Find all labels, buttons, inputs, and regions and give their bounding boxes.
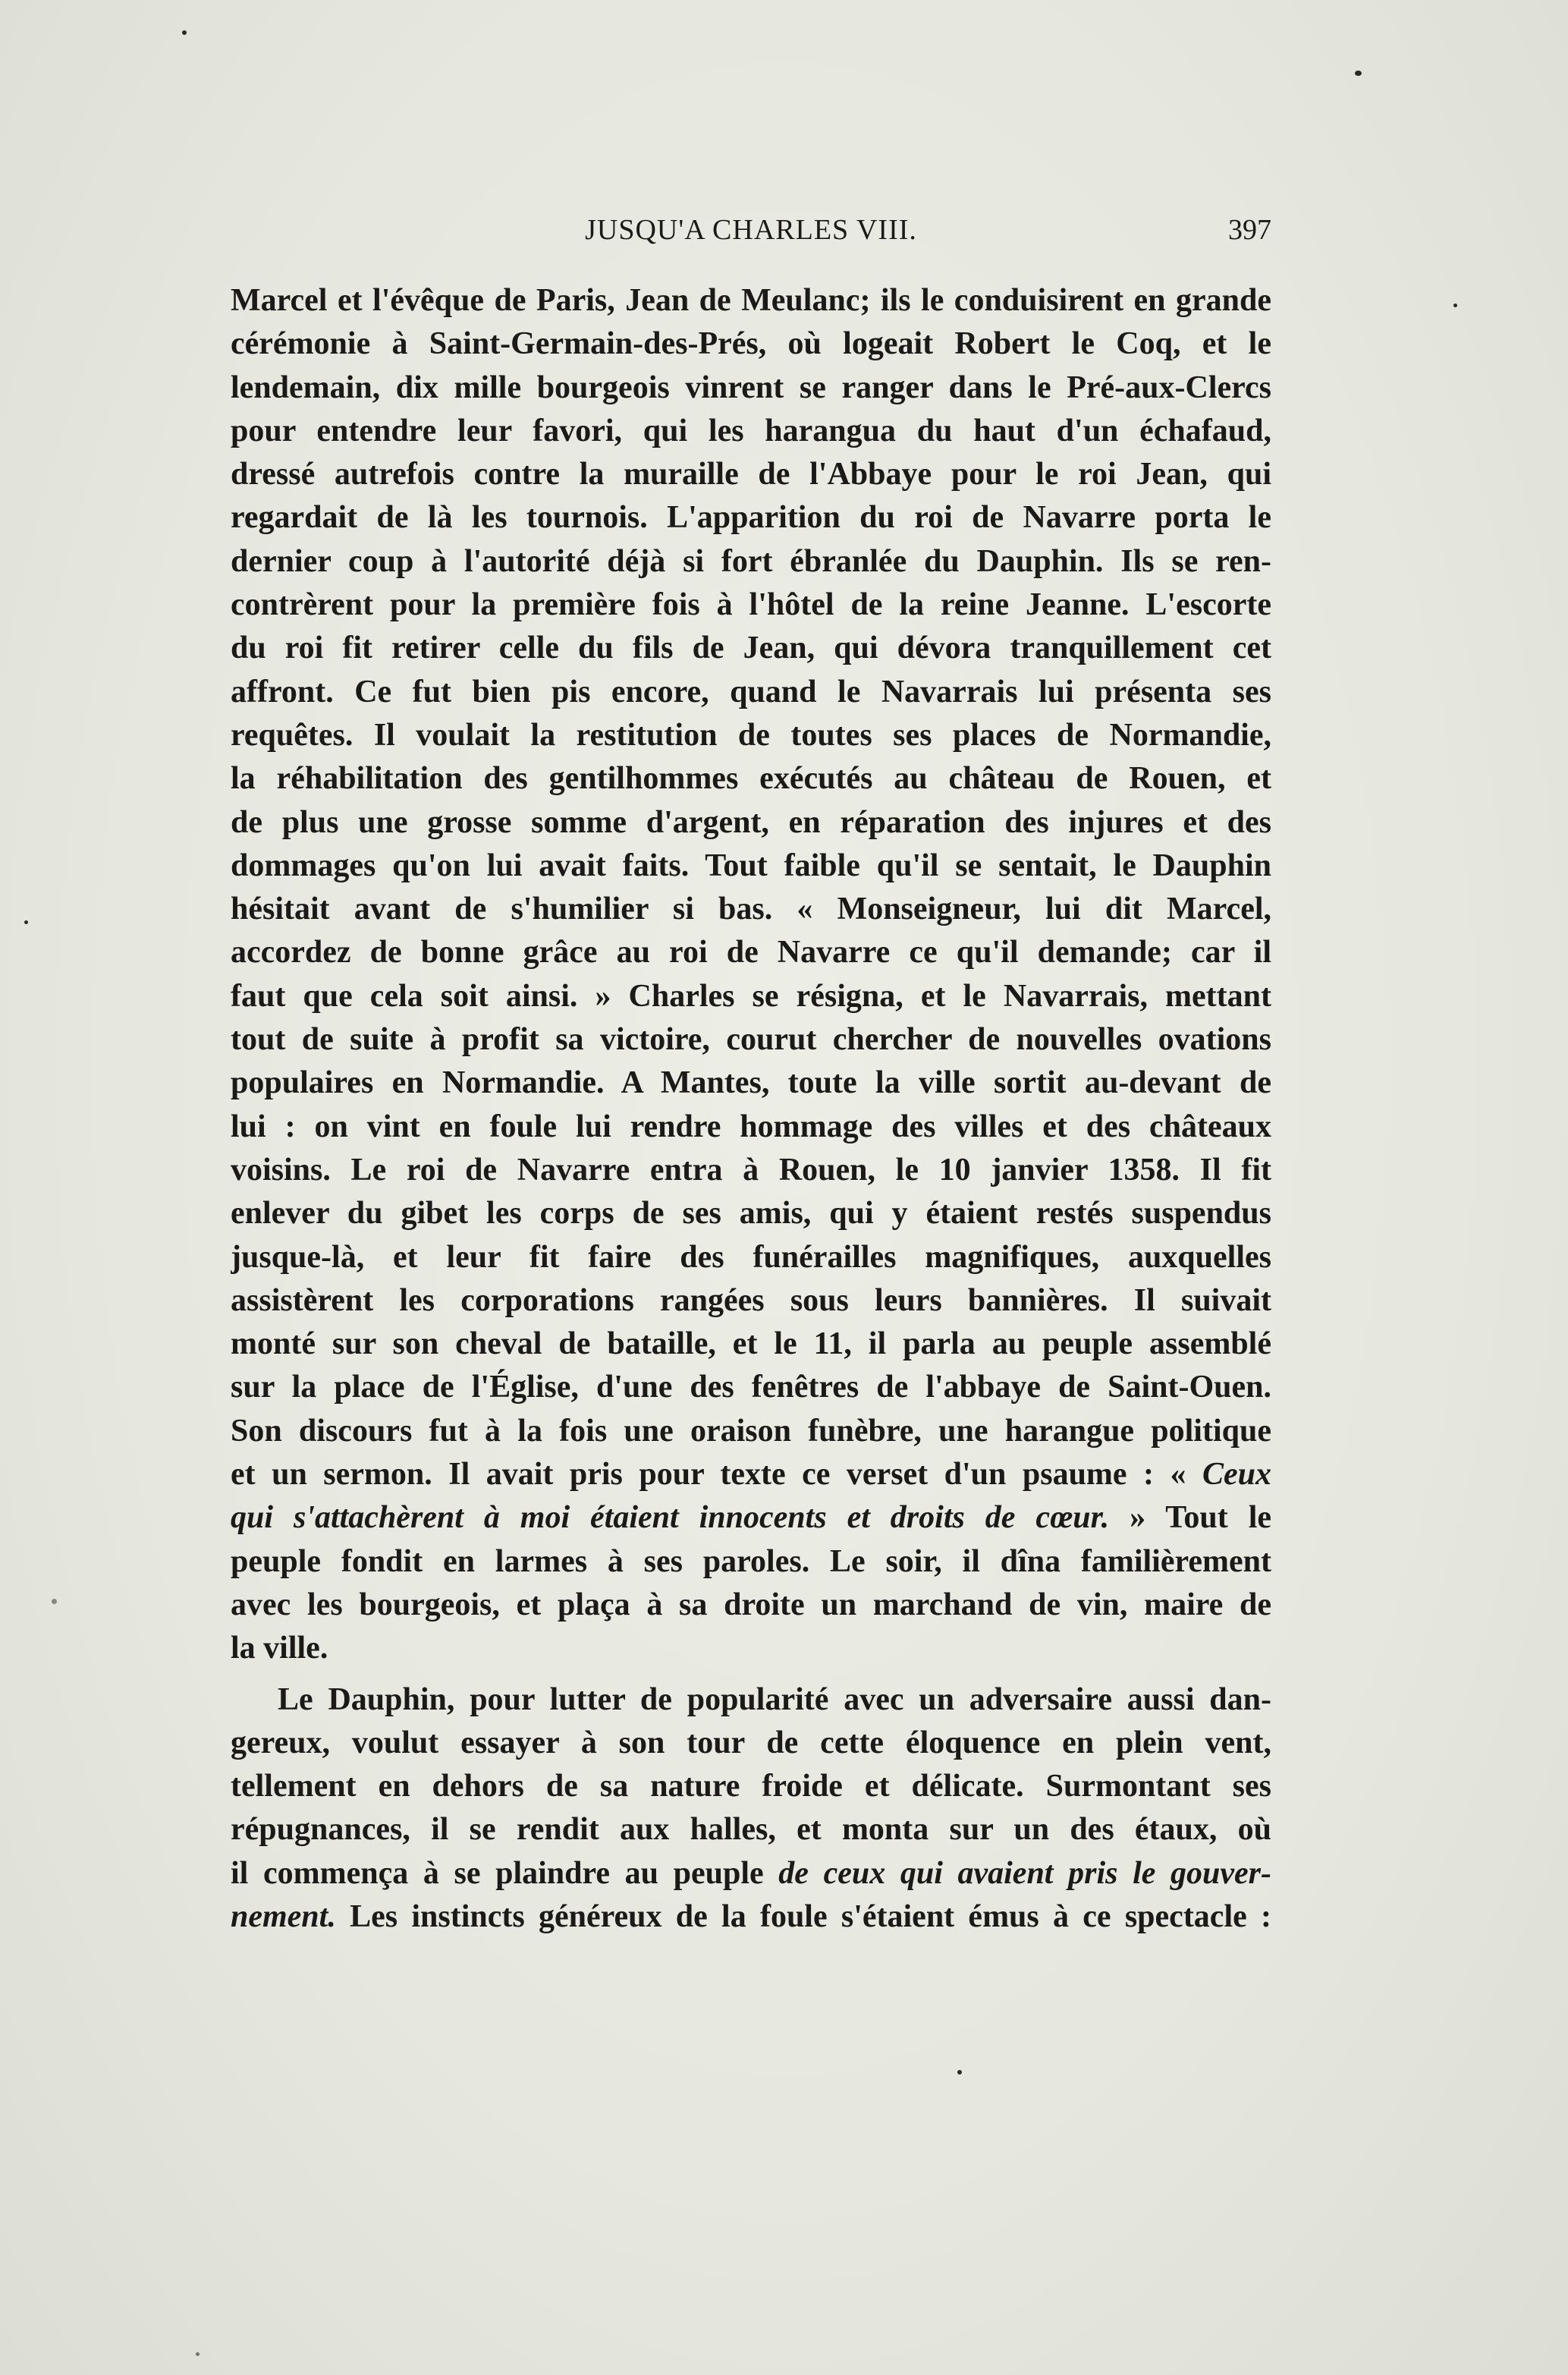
paper-speck: [52, 1599, 57, 1604]
text-line: [231, 757, 1271, 801]
text-line: [231, 931, 1271, 974]
text-run: dommages qu'on lui avait faits. Tout faible qu'il se sentait, le Dauphin: [231, 848, 1271, 883]
text-line: [231, 584, 1271, 627]
text-run: hésitait avant de s'humilier si bas. « Monseigneur, lui dit Marcel,: [231, 892, 1271, 927]
running-title: JUSQU'A CHARLES VIII.: [585, 214, 917, 246]
body-text: [231, 279, 1271, 1939]
text-line: [231, 714, 1271, 757]
italic-text-run: qui s'attachèrent à moi étaient innocents et droits de cœur.: [231, 1500, 1110, 1536]
text-line: [231, 1496, 1271, 1540]
text-run: jusque-là, et leur fit faire des funérailles magnifiques, auxquelles: [231, 1239, 1271, 1275]
text-line: [231, 1453, 1271, 1496]
text-line: [231, 1627, 1271, 1670]
text-run: tellement en dehors de sa nature froide et délicate. Surmontant ses: [231, 1769, 1271, 1804]
text-run: Son discours fut à la fois une oraison funèbre, une harangue politique: [231, 1413, 1271, 1449]
text-line: [231, 366, 1271, 410]
text-line: [231, 496, 1271, 539]
text-run: monté sur son cheval de bataille, et le 11, il parla au peuple assemblé: [231, 1326, 1271, 1362]
text-run: faut que cela soit ainsi. » Charles se résigna, et le Navarrais, mettant: [231, 978, 1271, 1014]
text-run: assistèrent les corporations rangées sous leurs bannières. Il suivait: [231, 1282, 1271, 1318]
text-run: gereux, voulut essayer à son tour de cette éloquence en plein vent,: [231, 1725, 1271, 1760]
text-line: [231, 1018, 1271, 1062]
text-line: [231, 671, 1271, 714]
text-run: la ville.: [231, 1631, 328, 1666]
text-line: [231, 1678, 1271, 1722]
text-line: [231, 1895, 1271, 1939]
text-line: [231, 453, 1271, 496]
text-line: [231, 1765, 1271, 1808]
text-run: populaires en Normandie. A Mantes, toute la ville sortit au-devant de: [231, 1065, 1271, 1101]
text-run: voisins. Le roi de Navarre entra à Rouen, le 10 janvier 1358. Il fit: [231, 1152, 1271, 1188]
text-line: [231, 1540, 1271, 1584]
text-line: [231, 1722, 1271, 1765]
text-line: [231, 1192, 1271, 1235]
text-run: lui : on vint en foule lui rendre hommage des villes et des châteaux: [231, 1109, 1271, 1144]
paper-speck: [196, 2352, 200, 2356]
text-run: dernier coup à l'autorité déjà si fort ébranlée du Dauphin. Ils se ren-: [231, 543, 1271, 579]
text-line: [231, 845, 1271, 888]
text-line: [231, 1279, 1271, 1323]
text-run: sur la place de l'Église, d'une des fenêtres de l'abbaye de Saint-Ouen.: [231, 1370, 1271, 1405]
text-run: la réhabilitation des gentilhommes exécutés au château de Rouen, et: [231, 761, 1271, 797]
paper-speck: [1355, 71, 1362, 76]
text-line: [231, 801, 1271, 845]
text-run: du roi fit retirer celle du fils de Jean, qui dévora tranquillement cet: [231, 631, 1271, 666]
text-run: et un sermon. Il avait pris pour texte ce verset d'un psaume : «: [231, 1457, 1202, 1493]
text-run: Marcel et l'évêque de Paris, Jean de Meulanc; ils le conduisirent en grande: [231, 283, 1271, 318]
text-line: [231, 322, 1271, 366]
text-run: peuple fondit en larmes à ses paroles. Le soir, il dîna familièrement: [231, 1543, 1271, 1579]
text-line: [231, 1584, 1271, 1627]
text-line: [231, 627, 1271, 670]
text-line: [231, 888, 1271, 931]
text-line: [231, 1808, 1271, 1851]
paper-speck: [24, 920, 28, 924]
paper-speck: [182, 30, 187, 35]
text-line: [231, 1106, 1271, 1149]
text-line: [231, 1410, 1271, 1453]
text-line: [231, 1323, 1271, 1366]
text-run: enlever du gibet les corps de ses amis, qui y étaient restés suspendus: [231, 1196, 1271, 1232]
text-line: [231, 1062, 1271, 1105]
text-run: avec les bourgeois, et plaça à sa droite un marchand de vin, maire de: [231, 1587, 1271, 1622]
text-run: il commença à se plaindre au peuple: [231, 1855, 779, 1891]
italic-text-run: nement.: [231, 1898, 336, 1934]
text-run: » Tout le: [1109, 1500, 1271, 1536]
text-run: dressé autrefois contre la muraille de l'Abbaye pour le roi Jean, qui: [231, 457, 1271, 492]
page-header: [231, 211, 1271, 249]
text-run: répugnances, il se rendit aux halles, et monta sur un des étaux, où: [231, 1812, 1271, 1848]
text-line: [231, 975, 1271, 1018]
page-number: 397: [1228, 214, 1271, 246]
italic-text-run: Ceux: [1202, 1457, 1271, 1493]
text-line: [231, 540, 1271, 584]
text-line: [231, 1236, 1271, 1279]
text-run: Le Dauphin, pour lutter de popularité avec un adversaire aussi dan-: [278, 1681, 1271, 1717]
text-run: accordez de bonne grâce au roi de Navarre ce qu'il demande; car il: [231, 935, 1271, 970]
text-line: [231, 1852, 1271, 1895]
text-run: cérémonie à Saint-Germain-des-Prés, où logeait Robert le Coq, et le: [231, 326, 1271, 362]
text-run: de plus une grosse somme d'argent, en réparation des injures et des: [231, 804, 1271, 840]
text-line: [231, 1149, 1271, 1192]
text-run: contrèrent pour la première fois à l'hôtel de la reine Jeanne. L'escorte: [231, 587, 1271, 623]
text-run: affront. Ce fut bien pis encore, quand le Navarrais lui présenta ses: [231, 674, 1271, 709]
paper-speck: [1453, 304, 1457, 307]
text-run: regardait de là les tournois. L'apparition du roi de Navarre porta le: [231, 500, 1271, 536]
text-run: pour entendre leur favori, qui les harangua du haut d'un échafaud,: [231, 413, 1271, 448]
text-run: requêtes. Il voulait la restitution de toutes ses places de Normandie,: [231, 717, 1271, 753]
text-line: [231, 410, 1271, 453]
text-line: [231, 1366, 1271, 1409]
text-line: [231, 279, 1271, 322]
italic-text-run: de ceux qui avaient pris le gouver-: [778, 1855, 1271, 1891]
text-run: lendemain, dix mille bourgeois vinrent se ranger dans le Pré-aux-Clercs: [231, 370, 1271, 405]
paper-speck: [957, 2070, 962, 2075]
text-run: tout de suite à profit sa victoire, courut chercher de nouvelles ovations: [231, 1022, 1271, 1058]
text-run: Les instincts généreux de la foule s'étaient émus à ce spectacle :: [335, 1898, 1271, 1934]
